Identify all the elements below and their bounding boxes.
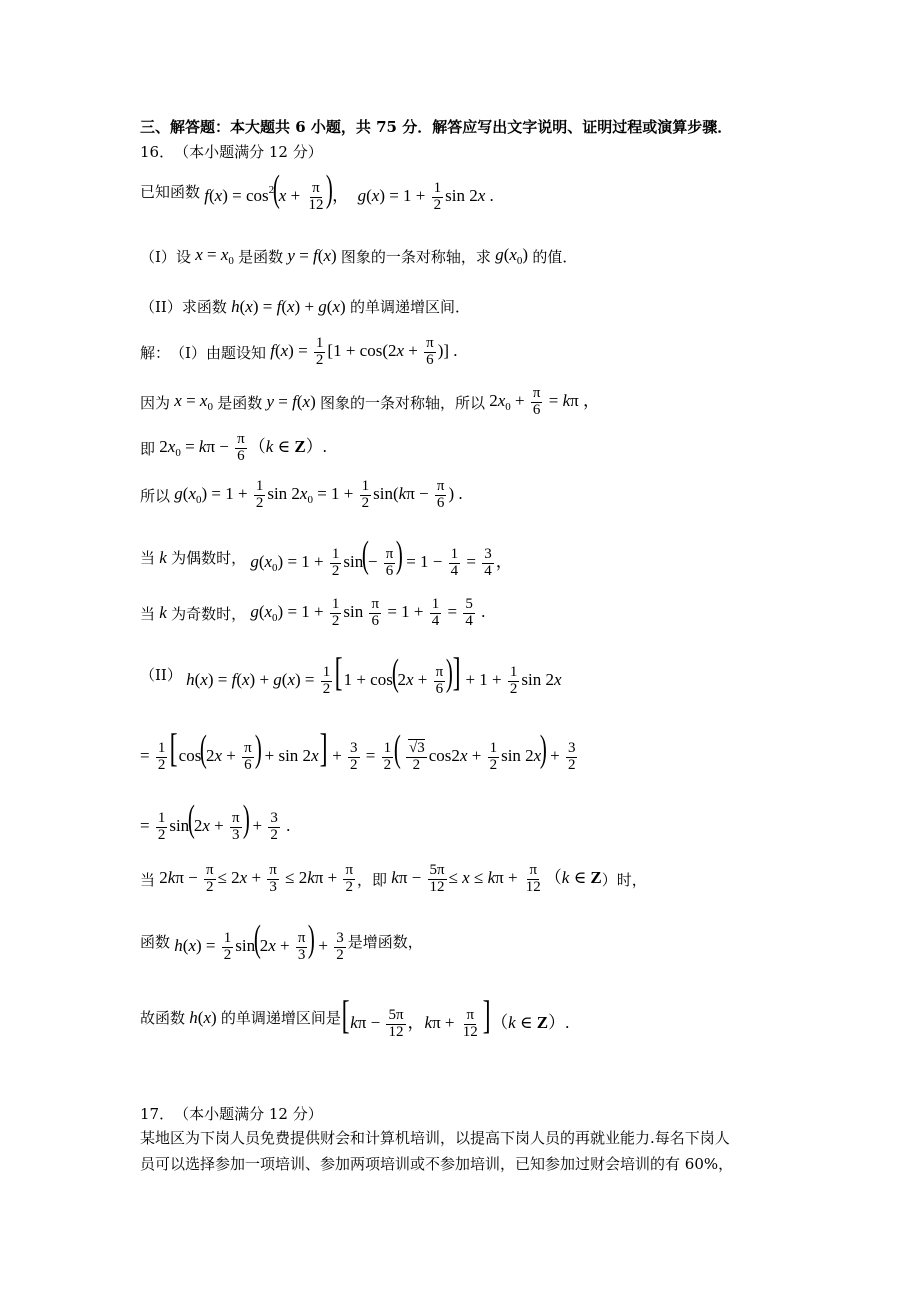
sol-line-1: 解： （I） 由题设知 f(x) = $\frac{1}{2}$ [1 + cos(2x + $\frac{\pi}{6}$ )] .	[140, 335, 458, 368]
sol-when-k-even: 当	[140, 549, 156, 568]
q16-given-prefix: 已知函数	[140, 183, 201, 202]
q17-score: （本小题满分 12 分）	[174, 1105, 323, 1123]
sol-axis-tail: 图象的一条对称轴，所以	[319, 393, 485, 412]
q17-number: 17．	[140, 1105, 175, 1123]
sol-line-odd: 当 k 为奇数时， $g(x_0) = 1$ + $\frac{1}{2}$ sin $\frac{\pi}{6}$ = 1 + $\frac{1}{4}$ = $\frac{5}{4}$ .	[140, 596, 486, 629]
q16-part1-text-b: 是函数	[238, 247, 284, 266]
q16-part1-text-c: 图象的一条对称轴，求	[340, 247, 491, 266]
sol-interval-text: 的单调递增区间是	[220, 1009, 341, 1028]
q16-part2-text-b: 的单调递增区间．	[349, 298, 470, 316]
q16-part2-text-a: 求函数	[181, 298, 227, 316]
sol-from-given: 由题设知	[205, 343, 266, 362]
sol-part2-line-6: 故函数 h(x) 的单调递增区间是 [kπ − $\frac{5\pi}{12}$ ，kπ + $\frac{\pi}{12}$ ]（k ∈ Z）.	[140, 992, 570, 1040]
sol-when-k-odd: 当	[140, 604, 156, 623]
sol-intro: 解：	[140, 343, 171, 362]
sol-is-axis: 是函数	[217, 393, 263, 412]
sol-part2-line-4: 当 2kπ − $\frac{\pi}{2}$ ≤ 2x + $\frac{\pi}{3}$ ≤ 2kπ + $\frac{\pi}{2}$ ，即 kπ − $\frac{5\pi}{12}$ ≤ x ≤ kπ + $\frac{\pi}{12}$ （k ∈ Z ）时，	[140, 862, 647, 895]
sol-ie2: ，即	[357, 870, 388, 889]
q16-part2-label: （II）	[140, 298, 182, 316]
q16-header	[140, 141, 323, 162]
q16-part1-text-a: 设	[175, 247, 191, 266]
sol-when-k2: 当	[140, 870, 156, 889]
sol-is-increasing: 是增函数，	[347, 933, 423, 952]
sol-part1-label: （I）	[170, 343, 206, 362]
q16-part1-label: （I）	[140, 247, 176, 266]
sol-part2-line-3: = $\frac{1}{2}$ sin(2x + $\frac{\pi}{3}$ ) + $\frac{3}{2}$ .	[140, 798, 291, 843]
sol-ie: 即	[140, 439, 156, 458]
sol-line-3: 即 $2x_0 = k\pi$ − $\frac{\pi}{6}$ （k ∈ Z）.	[140, 431, 327, 464]
sol-then: ）时，	[601, 870, 647, 889]
sol-func-label: 函数	[140, 933, 171, 952]
sol-part2-label: （II）	[140, 666, 182, 685]
q16-score: （本小题满分 12 分）	[174, 143, 323, 161]
sol-odd: 为奇数时，	[171, 604, 247, 623]
sol-so: 所以	[140, 486, 171, 505]
q16-part2: （II） 求函数 h(x) = f(x) + g(x) 的单调递增区间．	[140, 296, 470, 316]
sol-part2-line-5: 函数 h(x) = $\frac{1}{2}$ sin(2x + $\frac{\pi}{3}$ ) + $\frac{3}{2}$ 是增函数，	[140, 918, 423, 963]
q16-given	[140, 170, 494, 213]
q17-line-2: 员可以选择参加一项培训、参加两项培训或不参加培训，已知参加过财会培训的有 60%，	[140, 1155, 734, 1173]
sol-line-4: 所以 $g(x_0) = 1$ + $\frac{1}{2}$ $\sin 2x_0 = 1$ + $\frac{1}{2}$ sin(kπ − $\frac{\pi}{6}$ ) .	[140, 478, 463, 511]
q16-part1: （I） 设 $x = x_0$ 是函数 y = f(x) 图象的一条对称轴，求 $g(x_0)$ 的值．	[140, 245, 578, 267]
sol-line-even: 当 k 为偶数时， $g(x_0) = 1$ + $\frac{1}{2}$ sin(− $\frac{\pi}{6}$ ) = 1 − $\frac{1}{4}$ = $\frac{3}{4}$ ，	[140, 534, 513, 579]
section-heading: 三、解答题：本大题共 6 小题，共 75 分．解答应写出文字说明、证明过程或演算步骤．	[140, 118, 733, 136]
sol-because: 因为	[140, 393, 171, 412]
sol-part2-line-2: = $\frac{1}{2}$ [cos(2x + $\frac{\pi}{6}$ ) + sin 2x] + $\frac{3}{2}$ = $\frac{1}{2}$ ( $\frac{√3}{2}$ cos2x + $\frac{1}{2}$ sin 2x) + $\frac{3}{2}$	[140, 725, 576, 773]
q17-header	[140, 1103, 323, 1124]
sol-therefore: 故函数	[140, 1009, 186, 1028]
q16-part1-text-d: 的值．	[532, 247, 578, 266]
q16-number: 16．	[140, 143, 175, 161]
sol-line-2: 因为 $x = x_0$ 是函数 y = f(x) 图象的一条对称轴，所以 $2x_0$ + $\frac{\pi}{6}$ = kπ ，	[140, 385, 600, 418]
q17-line-1: 某地区为下岗人员免费提供财会和计算机培训，以提高下岗人员的再就业能力.每名下岗人	[140, 1129, 730, 1147]
f-definition: $f(x) = \cos^2(x$ + $\frac{\pi}{12}$ )， g(x) = 1 + $\frac{1}{2}$ sin 2x .	[204, 168, 494, 213]
sol-even: 为偶数时，	[171, 549, 247, 568]
sol-part2-line-1: （II） h(x) = f(x) + g(x) = $\frac{1}{2}$ [1 + cos(2x + $\frac{\pi}{6}$ )] + 1 + $\frac{1}{2}$ sin 2x	[140, 649, 562, 697]
